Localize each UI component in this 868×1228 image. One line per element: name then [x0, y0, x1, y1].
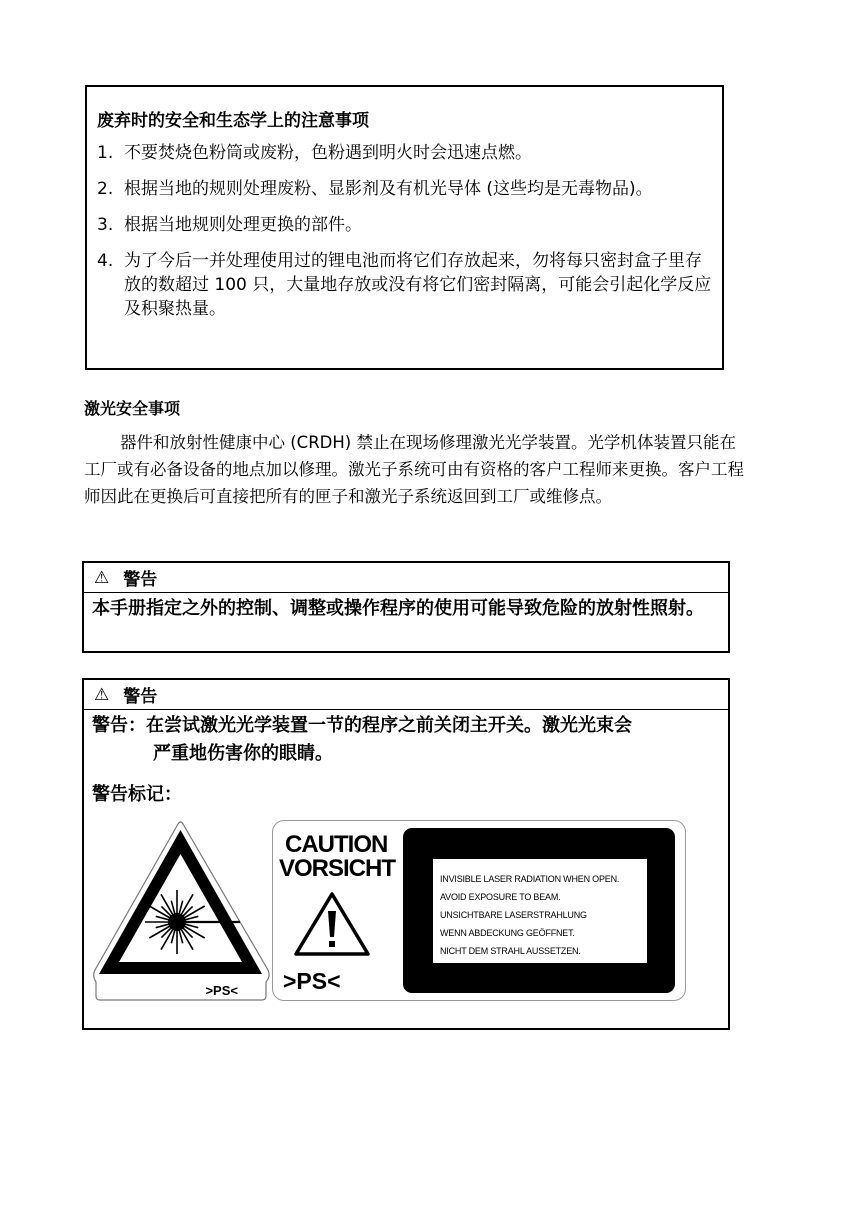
- panel-line: WENN ABDECKUNG GEÖFFNET.: [440, 928, 575, 938]
- warning-title: 警告: [123, 570, 158, 590]
- list-item-text: 不要焚烧色粉筒或废粉，色粉遇到明火时会迅速点燃。: [124, 143, 532, 163]
- laser-safety-paragraph: 器件和放射性健康中心 (CRDH) 禁止在现场修理激光光学装置。光学机体装置只能在工厂或有必备设备的地点加以修理。激光子系统可由有资格的客户工程师来更换。客户工程师因此在更换后可直接把所有的匣子和激光子系统返回到工厂或维修点。: [84, 433, 744, 506]
- warning-box-radiation: [82, 561, 730, 653]
- warning-marks-label: 警告标记：: [92, 784, 182, 805]
- list-item-number: 4.: [97, 251, 114, 271]
- warning-text: 本手册指定之外的控制、调整或操作程序的使用可能导致危险的放射性照射。: [92, 598, 704, 619]
- warning-text-line2: 严重地伤害你的眼睛。: [153, 743, 333, 764]
- caution-text: CAUTION: [285, 831, 388, 858]
- warning-text-line1: 警告：在尝试激光光学装置一节的程序之前关闭主开关。激光光束会: [92, 715, 632, 736]
- exclamation-warning-icon: [293, 891, 371, 957]
- warning-header: [84, 563, 728, 593]
- laser-safety-title: 激光安全事项: [84, 399, 181, 418]
- warning-title: 警告: [123, 687, 158, 707]
- panel-line: INVISIBLE LASER RADIATION WHEN OPEN.: [440, 874, 620, 884]
- warning-icon: ⚠: [94, 684, 110, 705]
- disposal-list: [97, 141, 712, 321]
- list-item-number: 3.: [97, 215, 114, 235]
- vorsicht-text: VORSICHT: [279, 855, 396, 882]
- list-item-text: 根据当地规则处理更换的部件。: [124, 215, 362, 235]
- list-item-text: 根据当地的规则处理废粉、显影剂及有机光导体 (这些均是无毒物品)。: [124, 179, 653, 199]
- panel-line: AVOID EXPOSURE TO BEAM.: [440, 892, 561, 902]
- list-item: [97, 213, 712, 237]
- warning-box-laser: [82, 678, 730, 1030]
- laser-radiation-label: [90, 818, 272, 1002]
- laser-warning-text-panel: [433, 859, 647, 963]
- list-item-number: 1.: [97, 143, 114, 163]
- disposal-safety-box: [85, 85, 724, 370]
- laser-radiation-icon: [90, 818, 272, 1002]
- warning-header: [84, 680, 728, 710]
- triangle-ps-mark: >PS<: [205, 983, 238, 998]
- warning-icon: ⚠: [94, 567, 110, 588]
- caution-label: [272, 820, 686, 1001]
- list-item: [97, 177, 712, 201]
- list-item: [97, 249, 712, 321]
- warning-text: [84, 710, 728, 768]
- list-item: [97, 141, 712, 165]
- caution-ps-mark: >PS<: [283, 968, 341, 994]
- laser-warning-panel: [403, 828, 675, 993]
- list-item-text: 为了今后一并处理使用过的锂电池而将它们存放起来，勿将每只密封盒子里存放的数超过 100 只，大量地存放或没有将它们密封隔离，可能会引起化学反应及积聚热量。: [124, 251, 712, 319]
- panel-line: UNSICHTBARE LASERSTRAHLUNG: [440, 910, 587, 920]
- panel-line: NICHT DEM STRAHL AUSSETZEN.: [440, 946, 581, 956]
- list-item-number: 2.: [97, 179, 114, 199]
- disposal-title: 废弃时的安全和生态学上的注意事项: [97, 111, 369, 131]
